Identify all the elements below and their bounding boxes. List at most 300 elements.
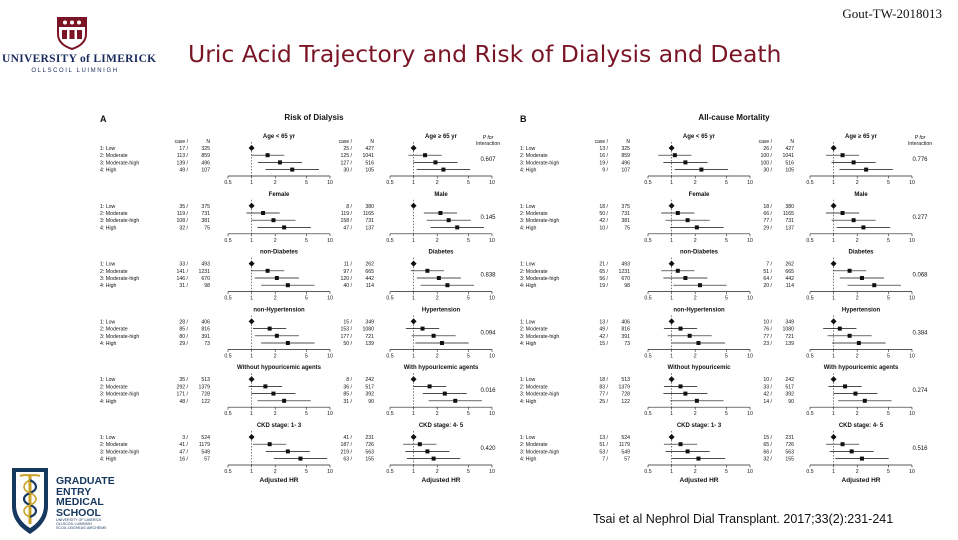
axis-tick-label: 10 <box>747 295 753 302</box>
reference-diamond <box>831 434 837 440</box>
axis-tick-label: 5 <box>886 353 890 360</box>
x-axis-label: Adjusted HR <box>679 477 719 484</box>
axis-tick-label: 1 <box>670 469 674 475</box>
n-count: 721 <box>785 333 794 340</box>
axis-tick-label: 2 <box>435 411 439 418</box>
case-count: 64 / <box>763 276 772 282</box>
case-count: 41 / <box>343 435 352 441</box>
axis-tick-label: 2 <box>273 295 277 302</box>
n-count: 549 <box>621 449 630 456</box>
hazard-ratio-point <box>421 327 425 331</box>
axis-tick-label: 2 <box>855 295 859 302</box>
n-count: 98 <box>204 283 210 290</box>
subgroup-label: CKD stage: 1- 3 <box>256 423 302 429</box>
column-header-case: case / <box>758 139 772 145</box>
n-count: 381 <box>621 218 630 225</box>
case-count: 77 / <box>599 391 608 398</box>
hazard-ratio-point <box>686 218 690 222</box>
p-interaction-value: 0.838 <box>480 272 496 279</box>
case-count: 25 / <box>599 398 608 405</box>
case-count: 77 / <box>763 333 772 340</box>
hazard-ratio-point <box>679 327 683 331</box>
n-count: 105 <box>365 167 374 174</box>
axis-tick-label: 0.5 <box>386 353 394 360</box>
group-label: 3: Moderate-high <box>100 218 140 225</box>
n-count: 496 <box>201 160 210 167</box>
hazard-ratio-point <box>696 457 700 461</box>
n-count: 155 <box>785 456 794 463</box>
case-count: 23 / <box>763 341 772 347</box>
axis-tick-label: 2 <box>273 353 277 360</box>
reference-diamond <box>249 203 255 209</box>
axis-tick-label: 2 <box>435 180 439 186</box>
hazard-ratio-point <box>841 153 845 157</box>
n-count: 139 <box>785 341 794 347</box>
case-count: 146 / <box>176 276 188 282</box>
group-label: 1: Low <box>100 377 116 384</box>
case-count: 30 / <box>343 167 352 174</box>
axis-tick-label: 0.5 <box>644 180 652 186</box>
axis-tick-label: 2 <box>693 295 697 302</box>
subgroup-label: Age < 65 yr <box>682 134 716 140</box>
axis-tick-label: 5 <box>304 353 308 360</box>
subgroup-label: Age ≥ 65 yr <box>845 134 877 140</box>
n-count: 122 <box>621 398 630 405</box>
n-count: 563 <box>785 449 794 456</box>
axis-tick-label: 1 <box>832 411 836 418</box>
case-count: 42 / <box>599 333 608 340</box>
case-count: 187 / <box>340 442 352 449</box>
n-count: 406 <box>621 319 630 326</box>
axis-tick-label: 2 <box>273 411 277 418</box>
case-count: 9 / <box>602 167 608 174</box>
slide-title: Uric Acid Trajectory and Risk of Dialysis and Death <box>188 40 782 68</box>
axis-tick-label: 2 <box>693 469 697 475</box>
axis-tick-label: 5 <box>466 295 470 302</box>
hazard-ratio-point <box>698 283 702 287</box>
case-count: 108 / <box>176 218 188 225</box>
axis-tick-label: 1 <box>250 469 254 475</box>
column-header-n: N <box>626 139 630 145</box>
forest-plot-svg <box>96 104 933 484</box>
n-count: 392 <box>365 391 374 398</box>
n-count: 231 <box>785 435 794 441</box>
crest-icon <box>56 16 88 50</box>
subgroup-label: Female <box>688 191 710 198</box>
subgroup-label: Hypertension <box>841 307 881 314</box>
axis-tick-label: 5 <box>466 180 470 186</box>
group-label: 4: High <box>520 283 537 290</box>
forest-plot-figure <box>96 104 933 484</box>
case-count: 35 / <box>179 377 188 384</box>
axis-tick-label: 0.5 <box>806 295 814 302</box>
axis-tick-label: 1 <box>412 353 416 360</box>
case-count: 49 / <box>179 167 188 174</box>
axis-tick-label: 1 <box>412 411 416 418</box>
group-label: 4: High <box>520 167 537 174</box>
n-count: 137 <box>365 225 374 232</box>
axis-tick-label: 0.5 <box>644 295 652 302</box>
case-count: 7 / <box>766 261 772 268</box>
case-count: 113 / <box>176 153 188 160</box>
axis-tick-label: 10 <box>327 237 333 244</box>
group-label: 2: Moderate <box>520 326 548 333</box>
n-count: 859 <box>201 153 210 160</box>
n-count: 349 <box>785 319 794 326</box>
subgroup-label: With hypouricemic agents <box>823 365 899 372</box>
n-count: 262 <box>365 261 374 268</box>
n-count: 516 <box>785 160 794 167</box>
x-axis-label: Adjusted HR <box>421 477 461 484</box>
axis-tick-label: 10 <box>909 469 915 475</box>
axis-tick-label: 5 <box>724 237 728 244</box>
axis-tick-label: 5 <box>886 469 890 475</box>
axis-tick-label: 10 <box>747 411 753 418</box>
axis-tick-label: 5 <box>304 237 308 244</box>
case-count: 32 / <box>179 225 188 232</box>
axis-tick-label: 1 <box>670 411 674 418</box>
panel-letter: B <box>520 114 527 124</box>
reference-diamond <box>249 145 255 151</box>
group-label: 4: High <box>100 167 117 174</box>
reference-diamond <box>411 434 417 440</box>
n-count: 139 <box>365 341 374 347</box>
hazard-ratio-point <box>676 269 680 273</box>
group-label: 3: Moderate-high <box>100 333 140 340</box>
case-count: 7 / <box>602 456 608 463</box>
case-count: 141 / <box>176 268 188 275</box>
axis-tick-label: 5 <box>466 237 470 244</box>
case-count: 15 / <box>763 435 772 441</box>
axis-tick-label: 1 <box>832 237 836 244</box>
group-label: 4: High <box>520 456 537 463</box>
case-count: 97 / <box>343 268 352 275</box>
group-label: 2: Moderate <box>100 442 128 449</box>
axis-tick-label: 2 <box>435 295 439 302</box>
axis-tick-label: 1 <box>412 237 416 244</box>
hazard-ratio-point <box>443 392 447 396</box>
gems-line: ENTRY <box>56 485 92 498</box>
n-count: 391 <box>621 333 630 340</box>
hazard-ratio-point <box>679 384 683 388</box>
axis-tick-label: 10 <box>489 411 495 418</box>
axis-tick-label: 0.5 <box>386 411 394 418</box>
n-count: 496 <box>621 160 630 167</box>
group-label: 4: High <box>100 341 117 347</box>
n-count: 1379 <box>618 384 630 391</box>
case-count: 19 / <box>599 283 608 290</box>
axis-tick-label: 0.5 <box>806 353 814 360</box>
hazard-ratio-point <box>271 392 275 396</box>
axis-tick-label: 10 <box>747 353 753 360</box>
reference-diamond <box>831 203 837 209</box>
n-count: 1041 <box>782 153 794 160</box>
n-count: 325 <box>201 146 210 152</box>
hazard-ratio-point <box>872 283 876 287</box>
axis-tick-label: 1 <box>250 180 254 186</box>
axis-tick-label: 10 <box>327 411 333 418</box>
n-count: 105 <box>785 167 794 174</box>
gems-sub-line: OLLSCOIL LUIMNIGH <box>56 522 93 527</box>
n-count: 1080 <box>782 326 794 333</box>
axis-tick-label: 0.5 <box>386 295 394 302</box>
n-count: 549 <box>201 449 210 456</box>
p-interaction-value: 0.277 <box>912 214 928 221</box>
hazard-ratio-point <box>852 218 856 222</box>
group-label: 1: Low <box>100 261 116 268</box>
case-count: 292 / <box>176 384 188 391</box>
n-count: 728 <box>201 391 210 398</box>
hazard-ratio-point <box>453 399 457 403</box>
hazard-ratio-point <box>425 269 429 273</box>
n-count: 816 <box>621 326 630 333</box>
case-count: 10 / <box>763 319 772 326</box>
axis-tick-label: 1 <box>670 237 674 244</box>
subgroup-label: Without hypouricemic <box>667 365 731 372</box>
group-label: 1: Low <box>100 203 116 210</box>
axis-tick-label: 5 <box>466 353 470 360</box>
hazard-ratio-point <box>425 449 429 453</box>
axis-tick-label: 10 <box>327 180 333 186</box>
case-count: 10 / <box>599 225 608 232</box>
axis-tick-label: 0.5 <box>224 353 232 360</box>
group-label: 1: Low <box>520 203 536 210</box>
case-count: 153 / <box>340 326 352 333</box>
axis-tick-label: 2 <box>693 237 697 244</box>
case-count: 139 / <box>176 160 188 167</box>
case-count: 29 / <box>179 341 188 347</box>
hazard-ratio-point <box>418 442 422 446</box>
group-label: 2: Moderate <box>100 211 128 217</box>
p-interaction-header: Interaction <box>907 141 933 147</box>
axis-tick-label: 1 <box>832 353 836 360</box>
hazard-ratio-point <box>278 160 282 164</box>
case-count: 50 / <box>599 211 608 217</box>
axis-tick-label: 0.5 <box>386 469 394 475</box>
hazard-ratio-point <box>268 327 272 331</box>
reference-diamond <box>669 203 675 209</box>
subgroup-label: Male <box>434 191 448 198</box>
university-irish-name: OLLSCOIL LUIMNIGH <box>31 68 119 74</box>
case-count: 51 / <box>763 268 772 275</box>
axis-tick-label: 10 <box>909 180 915 186</box>
axis-tick-label: 2 <box>693 411 697 418</box>
case-count: 51 / <box>599 442 608 449</box>
reference-diamond <box>831 145 837 151</box>
hazard-ratio-point <box>860 457 864 461</box>
reference-diamond <box>411 145 417 151</box>
subgroup-label: non-Diabetes <box>259 249 299 256</box>
case-count: 50 / <box>343 341 352 347</box>
axis-tick-label: 0.5 <box>224 180 232 186</box>
n-count: 721 <box>365 333 374 340</box>
group-label: 1: Low <box>520 319 536 326</box>
case-count: 16 / <box>179 456 188 463</box>
case-count: 120 / <box>340 276 352 282</box>
n-count: 524 <box>201 435 210 441</box>
case-count: 13 / <box>599 319 608 326</box>
axis-tick-label: 1 <box>250 353 254 360</box>
axis-tick-label: 10 <box>747 237 753 244</box>
case-count: 158 / <box>340 218 352 225</box>
subgroup-label: Without hypouricemic agents <box>237 365 321 372</box>
hazard-ratio-point <box>850 449 854 453</box>
hazard-ratio-point <box>683 160 687 164</box>
hazard-ratio-point <box>266 269 270 273</box>
n-count: 380 <box>365 203 374 210</box>
n-count: 816 <box>201 326 210 333</box>
case-count: 26 / <box>763 146 772 152</box>
p-interaction-value: 0.145 <box>480 214 496 221</box>
axis-tick-label: 1 <box>670 295 674 302</box>
gems-line: GRADUATE <box>56 475 115 487</box>
case-count: 16 / <box>599 153 608 160</box>
n-count: 1179 <box>618 442 630 449</box>
axis-tick-label: 5 <box>466 469 470 475</box>
hazard-ratio-point <box>852 160 856 164</box>
caduceus-shield-icon <box>8 462 52 536</box>
subgroup-label: Age ≥ 65 yr <box>425 134 457 140</box>
hazard-ratio-point <box>286 449 290 453</box>
axis-tick-label: 0.5 <box>644 353 652 360</box>
case-count: 31 / <box>343 398 352 405</box>
n-count: 242 <box>365 377 374 384</box>
axis-tick-label: 5 <box>724 180 728 186</box>
n-count: 107 <box>621 167 630 174</box>
case-count: 127 / <box>340 160 352 167</box>
axis-tick-label: 5 <box>304 411 308 418</box>
subgroup-label: non-Diabetes <box>679 249 719 256</box>
group-label: 2: Moderate <box>100 268 128 275</box>
axis-tick-label: 0.5 <box>806 411 814 418</box>
n-count: 57 <box>624 456 630 463</box>
case-count: 119 / <box>340 211 352 217</box>
n-count: 726 <box>785 442 794 449</box>
n-count: 513 <box>621 377 630 384</box>
hazard-ratio-point <box>266 153 270 157</box>
case-count: 66 / <box>763 211 772 217</box>
case-count: 42 / <box>599 218 608 225</box>
axis-tick-label: 10 <box>489 295 495 302</box>
n-count: 563 <box>365 449 374 456</box>
case-count: 20 / <box>763 283 772 290</box>
case-count: 30 / <box>763 167 772 174</box>
axis-tick-label: 5 <box>886 180 890 186</box>
case-count: 100 / <box>760 160 772 167</box>
hazard-ratio-point <box>440 341 444 345</box>
case-count: 41 / <box>179 442 188 449</box>
group-label: 2: Moderate <box>520 268 548 275</box>
n-count: 1041 <box>362 153 374 160</box>
group-label: 1: Low <box>100 146 116 152</box>
subgroup-label: Female <box>268 191 290 198</box>
group-label: 4: High <box>520 225 537 232</box>
group-label: 2: Moderate <box>100 326 128 333</box>
axis-tick-label: 10 <box>327 295 333 302</box>
hazard-ratio-point <box>696 341 700 345</box>
axis-tick-label: 0.5 <box>806 237 814 244</box>
p-interaction-value: 0.420 <box>480 446 496 452</box>
axis-tick-label: 5 <box>724 411 728 418</box>
hazard-ratio-point <box>455 225 459 229</box>
case-count: 8 / <box>346 377 352 384</box>
n-count: 75 <box>624 225 630 232</box>
axis-tick-label: 2 <box>855 353 859 360</box>
axis-tick-label: 5 <box>304 469 308 475</box>
n-count: 380 <box>785 203 794 210</box>
group-label: 3: Moderate-high <box>100 276 140 282</box>
group-label: 2: Moderate <box>520 384 548 391</box>
case-count: 47 / <box>343 225 352 232</box>
group-label: 3: Moderate-high <box>520 160 560 167</box>
axis-tick-label: 5 <box>466 411 470 418</box>
case-count: 19 / <box>599 160 608 167</box>
group-label: 1: Low <box>100 435 116 441</box>
axis-tick-label: 2 <box>273 180 277 186</box>
n-count: 731 <box>785 218 794 225</box>
case-count: 171 / <box>176 391 188 398</box>
n-count: 493 <box>621 261 630 268</box>
axis-tick-label: 0.5 <box>224 295 232 302</box>
p-interaction-value: 0.068 <box>912 272 928 279</box>
n-count: 427 <box>785 146 794 152</box>
n-count: 155 <box>365 456 374 463</box>
hazard-ratio-point <box>843 384 847 388</box>
gems-subtitle <box>56 518 107 531</box>
case-count: 29 / <box>763 225 772 232</box>
axis-tick-label: 10 <box>327 353 333 360</box>
axis-tick-label: 2 <box>435 353 439 360</box>
group-label: 2: Moderate <box>520 442 548 449</box>
panel-title: All-cause Mortality <box>698 113 770 122</box>
group-label: 3: Moderate-high <box>520 218 560 225</box>
reference-diamond <box>411 376 417 382</box>
axis-tick-label: 1 <box>412 180 416 186</box>
axis-tick-label: 5 <box>886 295 890 302</box>
n-count: 98 <box>624 283 630 290</box>
case-count: 85 / <box>179 326 188 333</box>
p-interaction-value: 0.094 <box>480 330 496 337</box>
case-count: 13 / <box>599 146 608 152</box>
reference-diamond <box>249 261 255 267</box>
slide-code: Gout-TW-2018013 <box>842 6 942 21</box>
hazard-ratio-point <box>433 160 437 164</box>
axis-tick-label: 0.5 <box>224 237 232 244</box>
case-count: 15 / <box>343 319 352 326</box>
case-count: 13 / <box>599 435 608 441</box>
n-count: 114 <box>785 283 794 290</box>
n-count: 731 <box>201 211 210 217</box>
case-count: 65 / <box>763 442 772 449</box>
reference-diamond <box>249 434 255 440</box>
subgroup-label: Male <box>854 191 868 198</box>
axis-tick-label: 0.5 <box>644 411 652 418</box>
hazard-ratio-point <box>263 384 267 388</box>
p-interaction-value: 0.607 <box>480 157 496 163</box>
n-count: 349 <box>365 319 374 326</box>
group-label: 1: Low <box>520 261 536 268</box>
hazard-ratio-point <box>683 276 687 280</box>
axis-tick-label: 10 <box>747 180 753 186</box>
gems-line: SCHOOL <box>56 506 101 519</box>
hazard-ratio-point <box>261 211 265 215</box>
case-count: 21 / <box>599 261 608 268</box>
case-count: 32 / <box>763 456 772 463</box>
hazard-ratio-point <box>863 399 867 403</box>
n-count: 728 <box>621 391 630 398</box>
case-count: 83 / <box>599 384 608 391</box>
hazard-ratio-point <box>432 334 436 338</box>
